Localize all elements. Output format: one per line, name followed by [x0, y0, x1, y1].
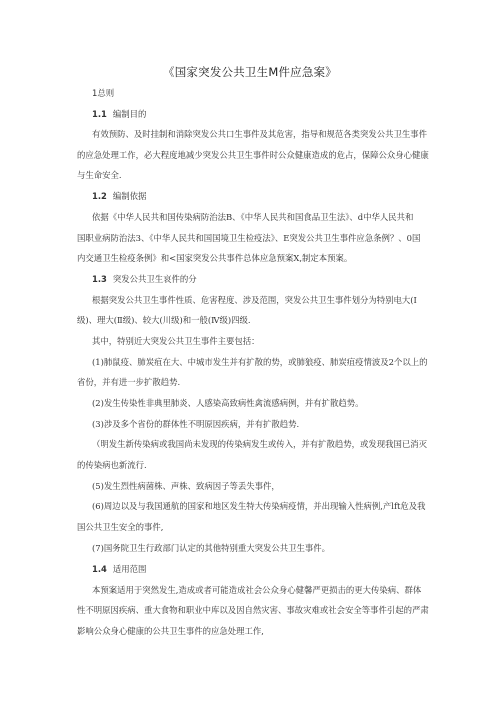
paragraph-line: 本预案适用于突然发生,造成或者可能造成社会公众身心健馨严更损击的更大传染病、群体 [92, 585, 422, 595]
paragraph-line: 其中，特别近大突发公共卫生事件主要包括： [92, 336, 260, 346]
list-item: (7)国务院卫生行政部门认定的其他特别重大突发公共卫生事件。 [92, 543, 330, 553]
section-title: 突发公共卫生哀件的分 [112, 274, 197, 284]
list-item: （明发生新传染病或我国尚未发现的传染病发生或传入，并有扩散趋势，或发现我国已消灭 [92, 439, 427, 449]
section-heading-1-3 [92, 273, 197, 285]
paragraph-line: 根据突发公共卫生事件性质、危害程度、涉及范围，突发公共卫生事件划分为特别电大(I [92, 295, 417, 305]
paragraph-line: 的传染病也新流行. [77, 460, 147, 470]
paragraph-line: 与生命安全. [77, 170, 122, 180]
section-heading-1-1 [92, 108, 146, 120]
paragraph-line: 内交通卫生检疫条例》和<国家突发公共事件总体应急预案X,制定本预案。 [77, 253, 353, 263]
paragraph-line: 的应急处理工作，必大程度地减少突发公共卫生事件时公众健康造成的危占，保障公众身心健康 [77, 150, 429, 160]
section-title: 编制依据 [112, 191, 147, 201]
section-heading-1-4 [92, 563, 146, 575]
list-item: (6)周边以及与我国通航的国家和地区发生特大传染病疫情，并出现输入性病例,产lft危及我 [92, 501, 426, 511]
paragraph-line: 影响公众身心健康的公共卫生事件的应急处理工作, [77, 626, 264, 636]
document-title: 《国家突发公共卫生M件应急案》 [163, 65, 337, 79]
paragraph-line: 国职业病防治法3、《中华人民共和国国境卫生检疫法》、E突发公共卫生事件应急条例？、0国 [77, 233, 421, 243]
paragraph-line: 性不明原因疾病、重大食物和职业中库以及因自然灾害、事故灾难或社会安全等事件引起的严肃 [77, 605, 429, 615]
section-number: 1.4 [92, 564, 107, 574]
paragraph-line: 国公共卫生安全的事件, [77, 522, 164, 532]
section-number: 1.1 [92, 109, 107, 119]
paragraph-line: 级)、理大(Ⅱ级)、较大(川级)和一般(Ⅳ级)四级. [77, 315, 251, 325]
section-heading-1: 1总则 [92, 88, 115, 98]
list-item: (2)发生传染性非典里肺炎、人感染高致病性禽流感病例，并有扩散趋势。 [92, 398, 364, 408]
list-item: (1)肺鼠疫、肺炭疽在大、中城市发生并有扩散的势，或肺狼疫、肺炭疽疫情波及2个以上的 [92, 357, 428, 367]
paragraph-line: 省份，并有进一步扩散趋势. [77, 377, 181, 387]
section-heading-1-2 [92, 190, 146, 202]
paragraph-line: 有效预防、及时挂制和消除突发公共口生事件及其危害，指导和规范各类突发公共卫生事件 [92, 129, 427, 139]
list-item: (5)发生烈性病菌株、声株、致病因子等丢失事件， [92, 481, 280, 491]
section-title: 适用范围 [112, 564, 147, 574]
paragraph-line: 依据《中华人民共和国传染病防治法B、《中华人民共和国食品卫生法》、d中华人民共和 [92, 212, 414, 222]
section-number: 1.2 [92, 191, 107, 201]
section-title: 编制目的 [112, 109, 147, 119]
section-number: 1.3 [92, 274, 107, 284]
list-item: (3)涉及多个省份的群体性不明原因疾病，并有扩散趋势. [92, 419, 300, 429]
